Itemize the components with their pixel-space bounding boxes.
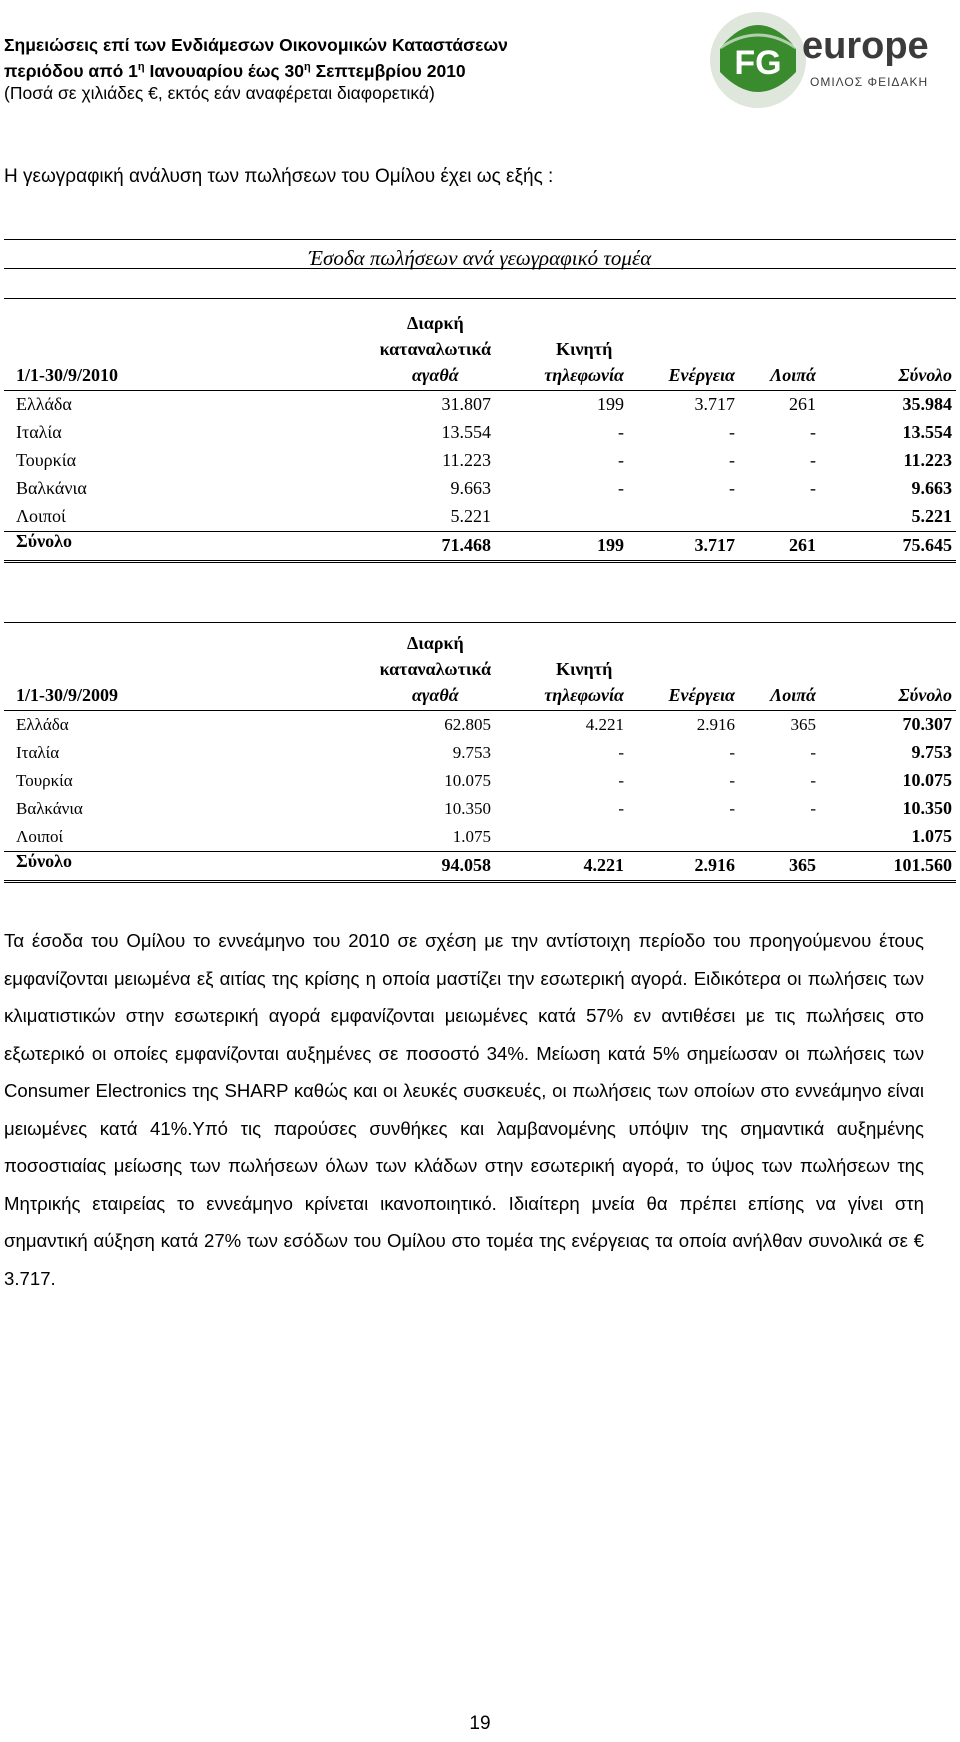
header-line-2: περιόδου από $1^\eta$ Ιανουαρίου έως $30^\eta$ Σεπτεμβρίου 2010 <box>4 60 466 81</box>
table-row: Βαλκάνια 9.663 - - - 9.663 <box>16 478 952 498</box>
divider <box>4 298 956 299</box>
col-header-durables: Διαρκή καταναλωτικά αγαθά <box>379 313 491 385</box>
col-header-mobile: Κινητή τηλεφωνία <box>544 339 624 385</box>
logo-europe-text: europe <box>802 25 929 67</box>
table-row: Ιταλία 9.753 - - - 9.753 <box>16 742 952 762</box>
period-label: 1/1-30/9/2010 <box>16 365 118 385</box>
col-header-other: Λοιπά <box>770 365 816 385</box>
col-header-mobile: Κινητή τηλεφωνία <box>544 659 624 705</box>
table-row: Τουρκία 10.075 - - - 10.075 <box>16 770 952 790</box>
table-row: Λοιποί 1.075 1.075 <box>16 826 952 846</box>
divider <box>4 268 956 269</box>
col-header-total: Σύνολο <box>898 685 952 705</box>
logo-group-text: ΟΜΙΛΟΣ ΦΕΙΔΑΚΗ <box>810 75 929 89</box>
divider <box>4 622 956 623</box>
company-logo <box>706 8 934 110</box>
table-title: Έσοδα πωλήσεων ανά γεωγραφικό τομέα <box>308 246 652 270</box>
col-header-durables: Διαρκή καταναλωτικά αγαθά <box>379 633 491 705</box>
page-header <box>4 34 508 104</box>
table-header-row <box>4 624 956 710</box>
table-row: Ελλάδα 31.807 199 3.717 261 35.984 <box>16 394 952 414</box>
intro-text: Η γεωγραφική ανάλυση των πωλήσεων του Ομίλου έχει ως εξής : <box>4 166 554 187</box>
sales-table-2009 <box>4 624 956 883</box>
logo-fg-text: FG <box>734 44 782 82</box>
sales-table-2010 <box>4 300 956 563</box>
header-line-1: Σημειώσεις επί των Ενδιάμεσων Οικονομικών Καταστάσεων <box>4 35 508 55</box>
table-header-row <box>4 300 956 390</box>
table-row: Βαλκάνια 10.350 - - - 10.350 <box>16 798 952 818</box>
period-label: 1/1-30/9/2009 <box>16 685 118 705</box>
divider <box>4 239 956 240</box>
table-row: Τουρκία 11.223 - - - 11.223 <box>16 450 952 470</box>
page-number: 19 <box>469 1713 491 1734</box>
table-row: Ιταλία 13.554 - - - 13.554 <box>16 422 952 442</box>
table-row: Ελλάδα 62.805 4.221 2.916 365 70.307 <box>16 714 952 734</box>
table-row: Λοιποί 5.221 5.221 <box>16 506 952 526</box>
table-total-row: Σύνολο 94.058 4.221 2.916 365 101.560 <box>16 851 952 875</box>
col-header-total: Σύνολο <box>898 365 952 385</box>
col-header-other: Λοιπά <box>770 685 816 705</box>
table-total-row: Σύνολο 71.468 199 3.717 261 75.645 <box>16 531 952 555</box>
col-header-energy: Ενέργεια <box>668 685 735 705</box>
header-line-3: (Ποσά σε χιλιάδες €, εκτός εάν αναφέρεται διαφορετικά) <box>4 82 435 103</box>
col-header-energy: Ενέργεια <box>668 365 735 385</box>
commentary-paragraph: Τα έσοδα του Ομίλου το εννεάμηνο του 2010 σε σχέση με την αντίστοιχη περίοδο του προηγούμενου έτους εμφανίζονται μειωμένα εξ αιτίας της κρίσης η οποία μαστίζει την εσωτερική αγορά. Ειδικότερα οι πωλήσεις των κλιματιστικών στην εσωτερική αγορά εμφανίζονται μειωμένες κατά 57% εν αντιθέσει με τις πωλήσεις στο εξωτερικό οι οποίες εμφανίζονται αυξημένες σε ποσοστό 34%. Μείωση κατά 5% σημείωσαν οι πωλήσεις των Consumer Electronics της SHARP καθώς και οι λευκές συσκευές, οι πωλήσεις των οποίων στο εννεάμηνο είναι μειωμένες κατά 41%.Υπό τις παρούσες συνθήκες και λαμβανομένης υπόψιν της σημαντικά αυξημένης ποσοστιαίας μείωσης των πωλήσεων όλων των κλάδων στην εσωτερική αγορά, το ύψος των πωλήσεων της Μητρικής εταιρείας το εννεάμηνο κρίνεται ικανοποιητικό. Ιδιαίτερη μνεία θα πρέπει επίσης να γίνει στη σημαντική αύξηση κατά 27% των εσόδων του Ομίλου στο τομέα της ενέργειας τα οποία ανήλθαν συνολικά σε € 3.717. <box>4 930 924 1289</box>
